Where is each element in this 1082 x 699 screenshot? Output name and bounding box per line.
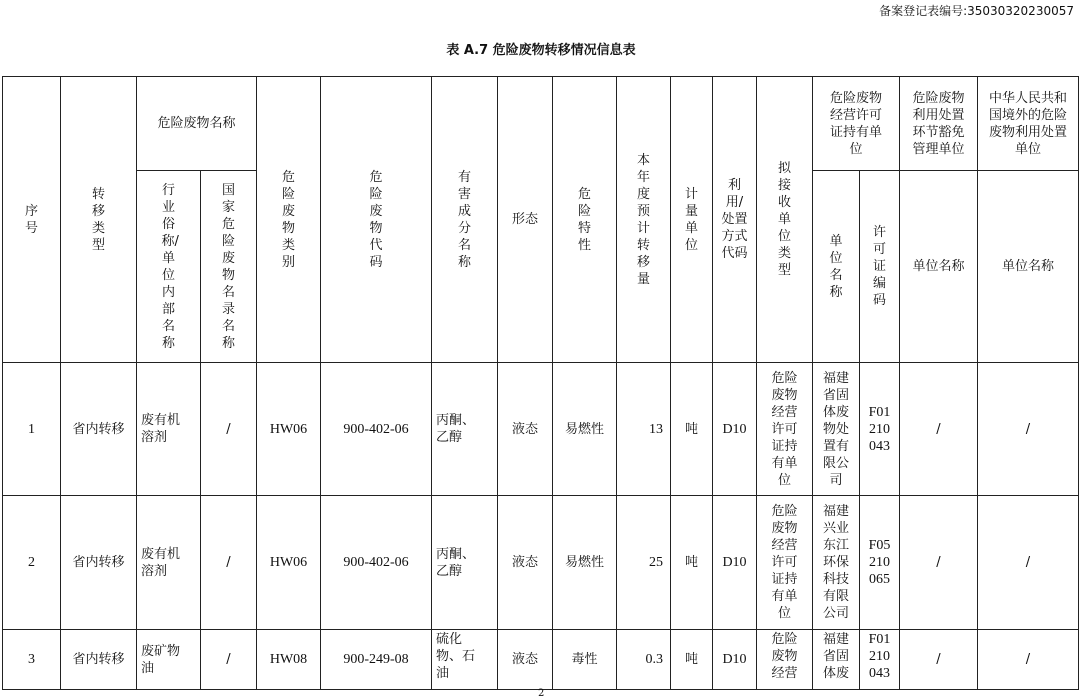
cell-exempt: /	[900, 630, 978, 690]
cell-disposal: D10	[713, 363, 757, 496]
cell-industry-name: 废矿物油	[137, 630, 201, 690]
registration-number: 备案登记表编号:35030320230057	[879, 4, 1074, 18]
cell-property: 易燃性	[553, 363, 617, 496]
cell-national-name: /	[201, 630, 257, 690]
header-transfer-type: 转移类型	[61, 77, 137, 363]
cell-receiver-type: 危险废物经营许可证持有单位	[757, 496, 813, 630]
cell-property: 毒性	[553, 630, 617, 690]
cell-unit: 吨	[671, 363, 713, 496]
header-licensed-unit: 单位名称	[813, 171, 860, 363]
header-form: 形态	[498, 77, 553, 363]
header-overseas: 中华人民共和国境外的危险废物利用处置单位	[978, 77, 1079, 171]
cell-disposal: D10	[713, 630, 757, 690]
header-disposal: 利用/处置方式代码	[713, 77, 757, 363]
cell-licensed-unit: 福建兴业东江环保科技有限公司	[813, 496, 860, 630]
header-category: 危险废物类别	[257, 77, 321, 363]
cell-transfer-type: 省内转移	[61, 630, 137, 690]
cell-licensed-no: F01210043	[860, 630, 900, 690]
cell-category: HW08	[257, 630, 321, 690]
cell-unit: 吨	[671, 496, 713, 630]
cell-code: 900-249-08	[321, 630, 432, 690]
table-row	[3, 363, 1079, 496]
header-overseas-unit: 单位名称	[978, 171, 1079, 363]
cell-transfer-type: 省内转移	[61, 496, 137, 630]
cell-form: 液态	[498, 630, 553, 690]
header-exempt: 危险废物利用处置环节豁免管理单位	[900, 77, 978, 171]
cell-licensed-no: F05210065	[860, 496, 900, 630]
cell-form: 液态	[498, 496, 553, 630]
header-annual: 本年度预计转移量	[617, 77, 671, 363]
cell-seq: 2	[3, 496, 61, 630]
cell-national-name: /	[201, 363, 257, 496]
header-industry-name: 行业俗称/单位内部名称	[137, 171, 201, 363]
header-national-name: 国家危险废物名录名称	[201, 171, 257, 363]
cell-exempt: /	[900, 363, 978, 496]
cell-unit: 吨	[671, 630, 713, 690]
header-seq: 序号	[3, 77, 61, 363]
cell-licensed-unit: 福建省固体废物处置有限公司	[813, 363, 860, 496]
cell-receiver-type: 危险废物经营	[757, 630, 813, 690]
page-number: 2	[538, 688, 545, 699]
header-licensed: 危险废物经营许可证持有单位	[813, 77, 900, 171]
cell-seq: 3	[3, 630, 61, 690]
cell-code: 900-402-06	[321, 363, 432, 496]
cell-amount: 13	[617, 363, 671, 496]
cell-disposal: D10	[713, 496, 757, 630]
table-title: 表 A.7 危险废物转移情况信息表	[446, 43, 636, 58]
header-property: 危险特性	[553, 77, 617, 363]
header-code: 危险废物代码	[321, 77, 432, 363]
cell-property: 易燃性	[553, 496, 617, 630]
cell-transfer-type: 省内转移	[61, 363, 137, 496]
hazardous-waste-transfer-table	[2, 76, 1079, 690]
cell-harmful: 丙酮、乙醇	[432, 363, 498, 496]
cell-code: 900-402-06	[321, 496, 432, 630]
cell-seq: 1	[3, 363, 61, 496]
cell-national-name: /	[201, 496, 257, 630]
table-row	[3, 496, 1079, 630]
cell-licensed-no: F01210043	[860, 363, 900, 496]
cell-amount: 0.3	[617, 630, 671, 690]
cell-amount: 25	[617, 496, 671, 630]
cell-form: 液态	[498, 363, 553, 496]
cell-industry-name: 废有机溶剂	[137, 363, 201, 496]
header-receiver-type: 拟接收单位类型	[757, 77, 813, 363]
cell-licensed-unit: 福建省固体废	[813, 630, 860, 690]
cell-receiver-type: 危险废物经营许可证持有单位	[757, 363, 813, 496]
cell-harmful: 丙酮、乙醇	[432, 496, 498, 630]
table-row	[3, 630, 1079, 690]
cell-harmful: 硫化物、石油	[432, 630, 498, 690]
cell-category: HW06	[257, 496, 321, 630]
header-exempt-unit: 单位名称	[900, 171, 978, 363]
header-harmful: 有害成分名称	[432, 77, 498, 363]
cell-overseas: /	[978, 630, 1079, 690]
header-licensed-no: 许可证编码	[860, 171, 900, 363]
cell-exempt: /	[900, 496, 978, 630]
cell-industry-name: 废有机溶剂	[137, 496, 201, 630]
header-waste-name: 危险废物名称	[137, 77, 257, 171]
header-unit: 计量单位	[671, 77, 713, 363]
cell-category: HW06	[257, 363, 321, 496]
cell-overseas: /	[978, 496, 1079, 630]
cell-overseas: /	[978, 363, 1079, 496]
